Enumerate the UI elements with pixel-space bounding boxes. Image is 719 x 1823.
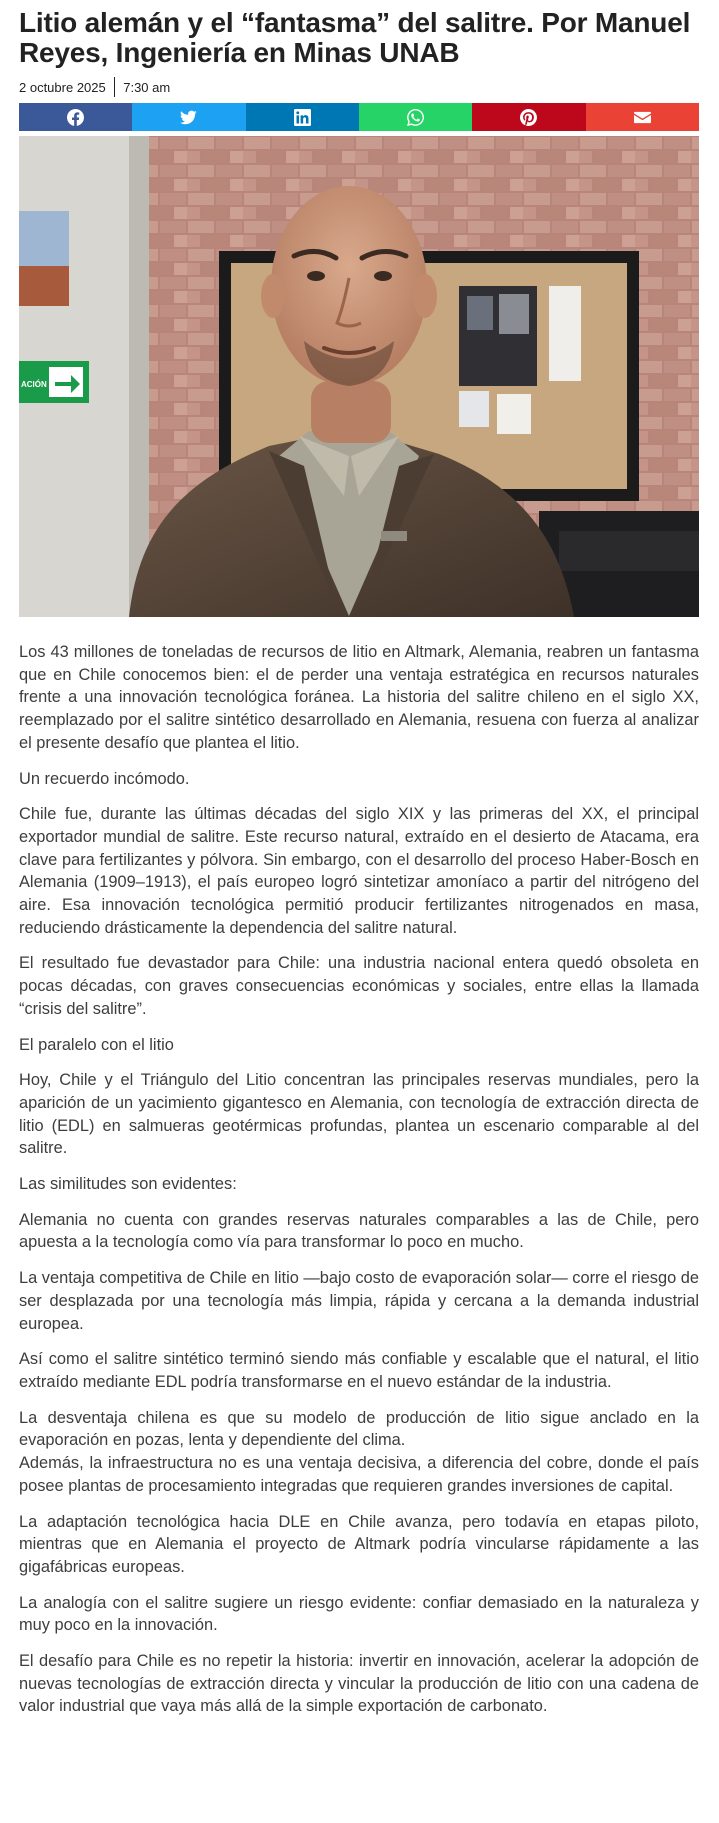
article-paragraph: Hoy, Chile y el Triángulo del Litio concentran las principales reservas mundiales, pero la aparición de un yacimiento gigantesco en Alemania, con tecnología de extracción directa de litio (EDL) en salmueras geotérmicas profundas, plantea un escenario comparable al del salitre. — [19, 1071, 699, 1158]
article-paragraph: Así como el salitre sintético terminó siendo más confiable y escalable que el natural, el litio extraído mediante EDL podría transformarse en el nuevo estándar de la industria. — [19, 1350, 699, 1391]
article-body — [19, 641, 699, 1718]
facebook-icon — [67, 109, 84, 126]
article-paragraph: Alemania no cuenta con grandes reservas naturales comparables a las de Chile, pero apuesta a la tecnología como vía para transformar lo poco en mucho. — [19, 1210, 699, 1252]
article-paragraph: Las similitudes son evidentes: — [19, 1175, 237, 1194]
article-paragraph: Los 43 millones de toneladas de recursos de litio en Altmark, Alemania, reabren un fantasma que en Chile conocemos bien: el de perder una ventaja estratégica en recursos naturales frente a una innovación tecnológica foránea. La historia del salitre chileno en el siglo XX, reemplazado por el salitre sintético desarrollado en Alemania, resuena con fuerza al analizar el presente desafío que plantea el litio. — [19, 643, 699, 752]
article-paragraph: Chile fue, durante las últimas décadas del siglo XIX y las primeras del XX, el principal exportador mundial de salitre. Este recurso natural, extraído en el desierto de Atacama, era clave para fertilizantes y pólvora. Sin embargo, con el desarrollo del proceso Haber-Bosch en Alemania (1909–1913), el país europeo logró sintetizar amoníaco a partir del nitrógeno del aire. Esa innovación tecnológica permitió producir fertilizantes nitrogenados en masa, reduciendo drásticamente la dependencia del salitre natural. — [19, 805, 699, 937]
pinterest-icon — [520, 109, 537, 126]
article-paragraph: La ventaja competitiva de Chile en litio —bajo costo de evaporación solar— corre el riesgo de ser desplazada por una tecnología más limpia, rápida y cercana a la demanda industrial europea. — [19, 1269, 699, 1333]
article-paragraph: Además, la infraestructura no es una ventaja decisiva, a diferencia del cobre, donde el país posee plantas de procesamiento integradas que requieren grandes inversiones de capital. — [19, 1454, 699, 1495]
article-subheading: El paralelo con el litio — [19, 1035, 174, 1054]
share-linkedin-button[interactable] — [246, 103, 359, 131]
article-meta — [19, 76, 699, 98]
linkedin-icon — [294, 109, 311, 126]
article-hero-photo — [19, 136, 699, 617]
publish-time: 7:30 am — [123, 79, 171, 95]
article-paragraph: El resultado fue devastador para Chile: una industria nacional entera quedó obsoleta en pocas décadas, con graves consecuencias económicas y sociales, entre ellas la llamada “crisis del salitre”. — [19, 954, 699, 1018]
email-icon — [634, 109, 651, 126]
whatsapp-icon — [407, 109, 424, 126]
share-facebook-button[interactable] — [19, 103, 132, 131]
article-paragraph: La analogía con el salitre sugiere un riesgo evidente: confiar demasiado en la naturaleza y muy poco en la innovación. — [19, 1593, 699, 1635]
share-whatsapp-button[interactable] — [359, 103, 472, 131]
article-paragraph: La desventaja chilena es que su modelo de producción de litio sigue anclado en la evaporación en pozas, lenta y dependiente del clima. — [19, 1408, 699, 1450]
share-email-button[interactable] — [586, 103, 699, 131]
share-twitter-button[interactable] — [132, 103, 245, 131]
portrait-photo-illustration — [19, 136, 699, 617]
share-bar — [19, 103, 699, 131]
article-paragraph: La adaptación tecnológica hacia DLE en Chile avanza, pero todavía en etapas piloto, mientras que en Alemania el proyecto de Altmark podría vincularse rápidamente a las gigafábricas europeas. — [19, 1512, 699, 1576]
share-pinterest-button[interactable] — [472, 103, 585, 131]
exit-sign-text: ACIÓN — [21, 380, 47, 389]
article-title: Litio alemán y el “fantasma” del salitre. Por Manuel Reyes, Ingeniería en Minas UNAB — [19, 7, 691, 68]
twitter-icon — [180, 109, 197, 126]
article-container — [19, 0, 699, 1731]
article-subheading: Un recuerdo incómodo. — [19, 769, 190, 788]
article-paragraph: El desafío para Chile es no repetir la historia: invertir en innovación, acelerar la adopción de nuevas tecnologías de extracción directa y vincular la producción de litio con una cadena de valor industrial que vaya más allá de la simple exportación de carbonato. — [19, 1652, 699, 1716]
publish-date: 2 octubre 2025 — [19, 79, 106, 95]
